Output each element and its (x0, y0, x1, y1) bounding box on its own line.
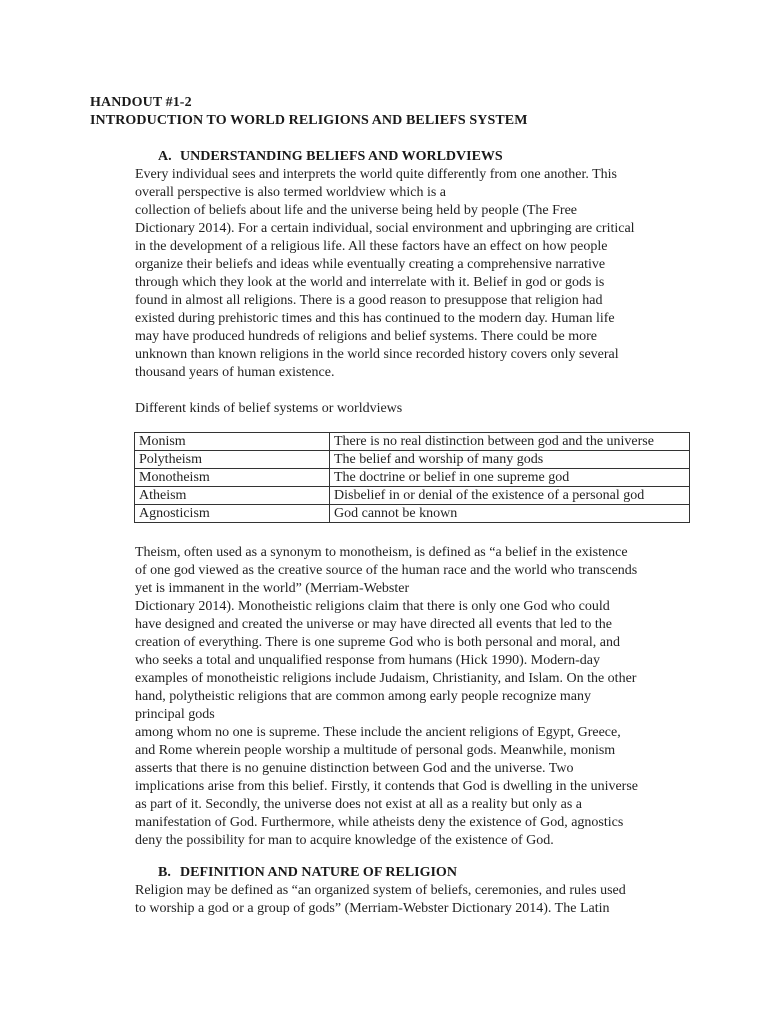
paragraph-line: asserts that there is no genuine distinction between God and the universe. Two (135, 761, 574, 776)
paragraph-line: thousand years of human existence. (135, 365, 335, 380)
table-cell-term: Polytheism (135, 451, 330, 469)
section-a-title: UNDERSTANDING BELIEFS AND WORLDVIEWS (180, 149, 503, 164)
section-b-title: DEFINITION AND NATURE OF RELIGION (180, 865, 457, 880)
paragraph-line: unknown than known religions in the world since recorded history covers only several (135, 347, 619, 362)
handout-label: HANDOUT #1-2 (90, 95, 192, 110)
document-title: INTRODUCTION TO WORLD RELIGIONS AND BELIEFS SYSTEM (90, 113, 528, 128)
paragraph-line: implications arise from this belief. Firstly, it contends that God is dwelling in the universe (135, 779, 639, 794)
table-row (135, 469, 690, 487)
paragraph-line: Every individual sees and interprets the world quite differently from one another. This (135, 167, 617, 182)
paragraph-line: Dictionary 2014). For a certain individual, social environment and upbringing are critical (135, 221, 635, 236)
paragraph-line: collection of beliefs about life and the universe being held by people (The Free (135, 203, 578, 218)
table-cell-term: Monotheism (135, 469, 330, 487)
table-cell-term: Atheism (135, 487, 330, 505)
belief-systems-table (134, 432, 690, 523)
table-row (135, 433, 690, 451)
paragraph-line: principal gods (135, 707, 215, 722)
paragraph-line: organize their beliefs and ideas while eventually creating a comprehensive narrative (135, 257, 606, 272)
table-cell-term: Monism (135, 433, 330, 451)
paragraph-line: among whom no one is supreme. These include the ancient religions of Egypt, Greece, (135, 725, 621, 740)
table-row (135, 487, 690, 505)
table-cell-definition: God cannot be known (330, 505, 690, 523)
section-b-letter: B. (158, 865, 171, 880)
paragraph-line: existed during prehistoric times and this has continued to the modern day. Human life (135, 311, 615, 326)
paragraph-line: found in almost all religions. There is a good reason to presuppose that religion had (135, 293, 603, 308)
table-cell-definition: Disbelief in or denial of the existence of a personal god (330, 487, 690, 505)
paragraph-line: and Rome wherein people worship a multitude of personal gods. Meanwhile, monism (135, 743, 616, 758)
table-caption: Different kinds of belief systems or worldviews (135, 401, 403, 416)
paragraph-line: may have produced hundreds of religions and belief systems. There could be more (135, 329, 597, 344)
paragraph-line: yet is immanent in the world” (Merriam-Webster (135, 581, 410, 596)
paragraph-line: in the development of a religious life. All these factors have an effect on how people (135, 239, 608, 254)
paragraph-line: have designed and created the universe or may have directed all events that led to the (135, 617, 612, 632)
paragraph-line: creation of everything. There is one supreme God who is both personal and moral, and (135, 635, 620, 650)
paragraph-line: Dictionary 2014). Monotheistic religions claim that there is only one God who could (135, 599, 610, 614)
section-a-letter: A. (158, 149, 172, 164)
paragraph-line: who seeks a total and unqualified response from humans (Hick 1990). Modern-day (135, 653, 600, 668)
paragraph-line: through which they look at the world and interrelate with it. Belief in god or gods is (135, 275, 605, 290)
paragraph-line: to worship a god or a group of gods” (Merriam-Webster Dictionary 2014). The Latin (135, 901, 610, 916)
section-b-heading (158, 864, 457, 882)
paragraph-line: deny the possibility for man to acquire knowledge of the existence of God. (135, 833, 554, 848)
paragraph-line: Theism, often used as a synonym to monotheism, is defined as “a belief in the existence (135, 545, 628, 560)
paragraph-line: of one god viewed as the creative source of the human race and the world who transcends (135, 563, 638, 578)
paragraph-line: overall perspective is also termed worldview which is a (135, 185, 447, 200)
paragraph-line: as part of it. Secondly, the universe does not exist at all as a reality but only as a (135, 797, 582, 812)
table-row (135, 451, 690, 469)
paragraph-line: manifestation of God. Furthermore, while atheists deny the existence of God, agnostics (135, 815, 624, 830)
table-cell-definition: The doctrine or belief in one supreme god (330, 469, 690, 487)
paragraph-line: hand, polytheistic religions that are common among early people recognize many (135, 689, 592, 704)
table-cell-definition: The belief and worship of many gods (330, 451, 690, 469)
table-cell-term: Agnosticism (135, 505, 330, 523)
paragraph-line: Religion may be defined as “an organized system of beliefs, ceremonies, and rules used (135, 883, 626, 898)
paragraph-line: examples of monotheistic religions include Judaism, Christianity, and Islam. On the other (135, 671, 637, 686)
table-cell-definition: There is no real distinction between god and the universe (330, 433, 690, 451)
table-row (135, 505, 690, 523)
section-a-heading (158, 148, 503, 166)
